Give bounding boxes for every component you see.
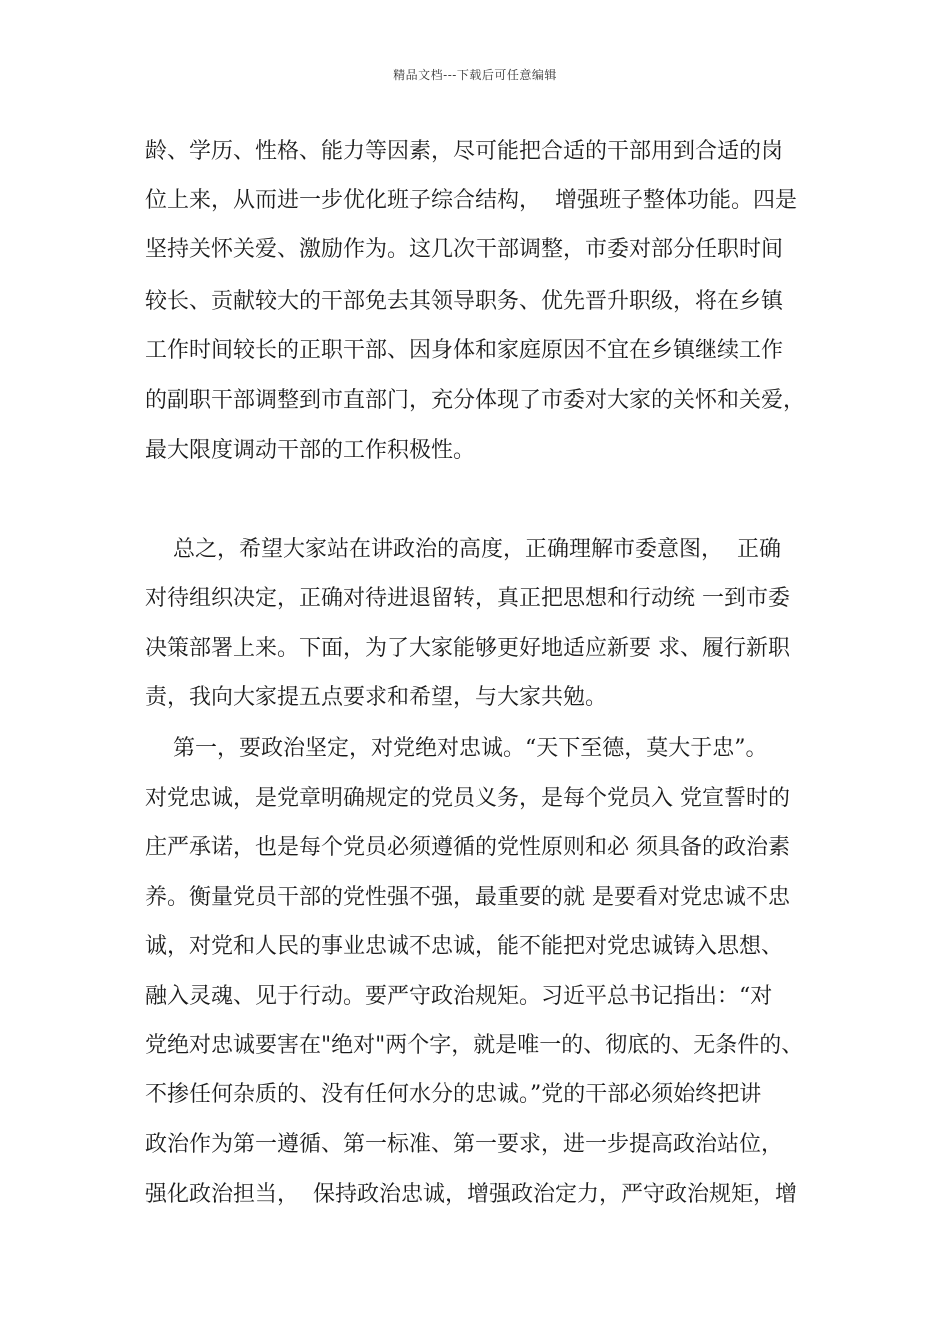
paragraph-line: 庄严承诺，也是每个党员必须遵循的党性原则和必 须具备的政治素 xyxy=(145,835,790,860)
paragraph-line: 不掺任何杂质的、没有任何水分的忠诚。”党的干部必须始终把讲 xyxy=(145,1082,762,1107)
paragraph-line: 的副职干部调整到市直部门，充分体现了市委对大家的关怀和关爱， xyxy=(145,388,806,413)
paragraph-line: 养。衡量党员干部的党性强不强，最重要的就 是要看对党忠诚不忠 xyxy=(145,885,790,910)
paragraph-line: 决策部署上来。下面，为了大家能够更好地适应新要 求、履行新职 xyxy=(145,636,790,661)
paragraph-line: 第一，要政治坚定，对党绝对忠诚。“天下至德，莫大于忠”。 xyxy=(145,736,768,761)
paragraph-line: 诚，对党和人民的事业忠诚不忠诚，能不能把对党忠诚铸入思想、 xyxy=(145,934,784,959)
paragraph-line: 政治作为第一遵循、第一标准、第一要求，进一步提高政治站位， xyxy=(145,1132,784,1157)
paragraph-line: 坚持关怀关爱、激励作为。这几次干部调整，市委对部分任职时间 xyxy=(145,237,784,262)
paragraph-line: 对待组织决定，正确对待进退留转，真正把思想和行动统 一到市委 xyxy=(145,586,790,611)
paragraph-line: 位上来，从而进一步优化班子综合结构， 增强班子整体功能。四是 xyxy=(145,188,797,213)
paragraph-line: 较长、贡献较大的干部免去其领导职务、优先晋升职级，将在乡镇 xyxy=(145,289,784,314)
paragraph-line: 最大限度调动干部的工作积极性。 xyxy=(145,438,476,463)
paragraph-line: 责，我向大家提五点要求和希望，与大家共勉。 xyxy=(145,685,608,710)
paragraph-line: 强化政治担当， 保持政治忠诚，增强政治定力，严守政治规矩，增 xyxy=(145,1182,797,1207)
paragraph-line: 总之，希望大家站在讲政治的高度，正确理解市委意图， 正确 xyxy=(145,537,781,562)
paragraph-line: 工作时间较长的正职干部、因身体和家庭原因不宜在乡镇继续工作 xyxy=(145,338,784,363)
paragraph-line: 龄、学历、性格、能力等因素，尽可能把合适的干部用到合适的岗 xyxy=(145,139,784,164)
page-header: 精品文档---下载后可任意编辑 xyxy=(393,68,557,82)
paragraph-line: 对党忠诚，是党章明确规定的党员义务，是每个党员入 党宣誓时的 xyxy=(145,786,790,811)
paragraph-line: 融入灵魂、见于行动。要严守政治规矩。习近平总书记指出：“对 xyxy=(145,984,773,1009)
paragraph-line: 党绝对忠诚要害在"绝对"两个字，就是唯一的、彻底的、无条件的、 xyxy=(145,1033,804,1058)
